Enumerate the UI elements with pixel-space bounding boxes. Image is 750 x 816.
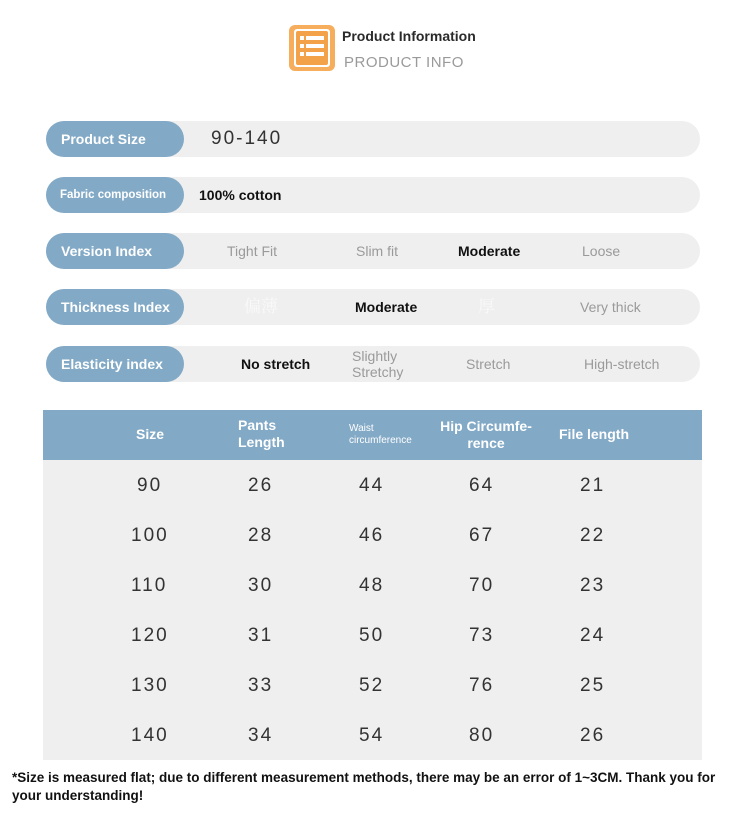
table-row [43,711,702,761]
cell-size: 130 [131,675,169,696]
cell-waist: 48 [359,575,385,596]
cell-size: 120 [131,625,169,646]
header-title: Product Information [342,28,476,44]
cell-file-length: 26 [580,725,606,746]
product-size-row [46,121,700,157]
cell-hip: 64 [469,475,495,496]
cell-hip: 70 [469,575,495,596]
header-size: Size [136,426,165,442]
table-row [43,461,702,511]
version-option-tight-fit: Tight Fit [227,243,278,259]
cell-hip: 73 [469,625,495,646]
fabric-composition-label: Fabric composition [46,177,184,213]
header-file-length: File length [559,426,629,442]
cell-waist: 46 [359,525,385,546]
thickness-option-thick: 厚 [478,297,495,316]
elasticity-index-label: Elasticity index [46,346,184,382]
thickness-option-very-thick: Very thick [580,299,641,315]
thickness-option-thin: 偏薄 [244,297,278,316]
version-option-loose: Loose [582,243,621,259]
cell-waist: 52 [359,675,385,696]
version-index-label: Version Index [46,233,184,269]
cell-file-length: 24 [580,625,606,646]
cell-waist: 50 [359,625,385,646]
cell-waist: 44 [359,475,385,496]
thickness-index-label: Thickness Index [46,289,184,325]
cell-pants-length: 30 [248,575,274,596]
header-waist-circumference: Waist circumference [349,423,412,446]
cell-pants-length: 26 [248,475,274,496]
cell-size: 90 [137,475,163,496]
cell-size: 110 [131,575,168,596]
elasticity-option-slightly-stretchy: Slightly Stretchy [352,348,404,380]
cell-size: 100 [131,525,169,546]
cell-hip: 76 [469,675,495,696]
product-size-value: 90-140 [211,128,283,149]
cell-size: 140 [131,725,169,746]
cell-hip: 80 [469,725,495,746]
document-list-icon [288,24,336,72]
cell-pants-length: 33 [248,675,274,696]
fabric-composition-row [46,177,700,213]
elasticity-option-no-stretch: No stretch [241,356,311,372]
cell-pants-length: 34 [248,725,274,746]
table-row [43,611,702,661]
header-hip-circumference: Hip Circumfe-rence [440,418,532,451]
version-index-row [46,233,700,269]
header-subtitle: PRODUCT INFO [344,54,464,71]
cell-file-length: 25 [580,675,606,696]
version-option-moderate: Moderate [458,243,521,259]
fabric-composition-value: 100% cotton [199,187,282,203]
elasticity-option-high-stretch: High-stretch [584,356,660,372]
cell-pants-length: 28 [248,525,274,546]
product-size-label: Product Size [46,121,184,157]
thickness-index-row [46,289,700,325]
cell-pants-length: 31 [248,625,274,646]
size-table [43,410,702,760]
table-row [43,561,702,611]
size-footnote: *Size is measured flat; due to different measurement methods, there may be an error of 1~3CM. Thank you for your understanding! [12,770,716,803]
cell-file-length: 23 [580,575,606,596]
version-option-slim-fit: Slim fit [356,243,398,259]
cell-waist: 54 [359,725,385,746]
table-row [43,511,702,561]
product-info-header [288,24,548,76]
thickness-option-moderate: Moderate [355,299,418,315]
cell-file-length: 21 [580,475,606,496]
size-table-header [43,410,702,460]
cell-hip: 67 [469,525,495,546]
table-row [43,661,702,711]
header-pants-length: Pants Length [238,417,285,450]
elasticity-index-row [46,346,700,382]
elasticity-option-stretch: Stretch [466,356,511,372]
cell-file-length: 22 [580,525,606,546]
